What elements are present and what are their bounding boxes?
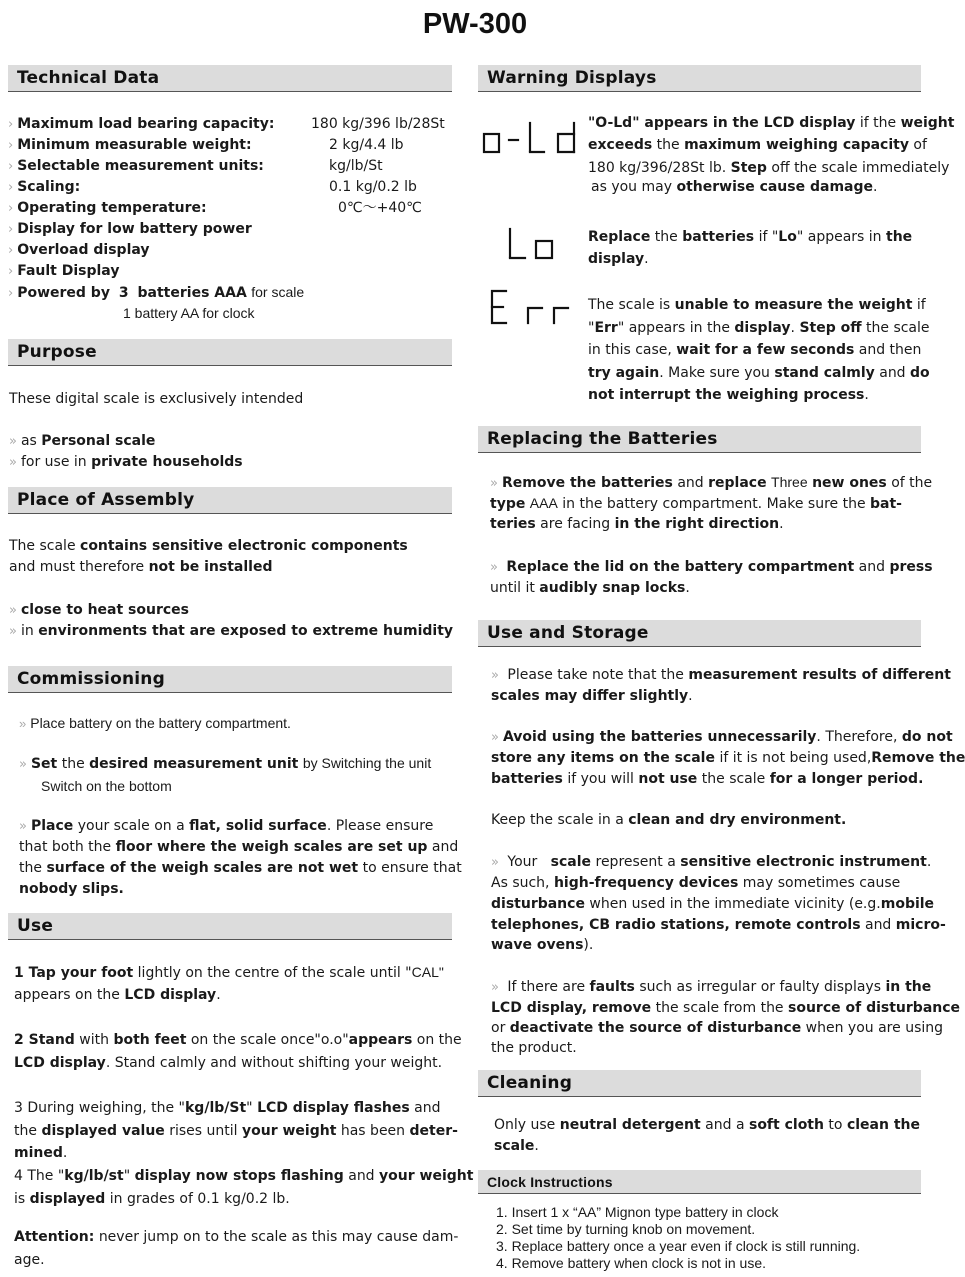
lcd-err-icon xyxy=(488,288,574,328)
warning-heading: Warning Displays xyxy=(478,65,921,92)
double-chevron-icon: » xyxy=(9,455,17,470)
purpose-intro: These digital scale is exclusively intended xyxy=(9,391,304,407)
use-step-1: 1 Tap your foot lightly on the centre of the scale until "CAL" xyxy=(14,964,444,981)
warning-err-text: in this case, wait for a few seconds and then xyxy=(588,342,922,358)
storage-text: » Your scale represent a sensitive electronic instrument. xyxy=(491,854,932,870)
double-chevron-icon: » xyxy=(19,716,27,731)
double-chevron-icon: » xyxy=(19,757,27,772)
batteries-text: until it audibly snap locks. xyxy=(490,580,690,596)
tech-value: 180 kg/396 lb/28St xyxy=(311,116,445,132)
storage-text: » Avoid using the batteries unnecessarily. Therefore, do not xyxy=(491,729,953,745)
clock-item: 1. Insert 1 x “AA” Mignon type battery in clock xyxy=(496,1204,779,1220)
lcd-old-icon xyxy=(482,120,582,156)
storage-text: wave ovens). xyxy=(491,937,594,953)
purpose-item: » for use in private households xyxy=(9,454,243,470)
commissioning-step-cont: the surface of the weigh scales are not wet to ensure that xyxy=(19,860,462,876)
use-heading: Use xyxy=(8,913,452,940)
commissioning-heading: Commissioning xyxy=(8,666,452,693)
tech-row: › Scaling: xyxy=(8,179,81,195)
storage-text: LCD display, remove the scale from the source of disturbance xyxy=(491,1000,961,1016)
commissioning-step-cont: Switch on the bottom xyxy=(41,778,172,794)
chevron-icon: › xyxy=(8,286,14,301)
storage-text: disturbance when used in the immediate vicinity (e.g.mobile xyxy=(491,896,935,912)
clock-item: 4. Remove battery when clock is not in use. xyxy=(496,1255,767,1271)
tech-value: 0.1 kg/0.2 lb xyxy=(329,179,417,195)
double-chevron-icon: » xyxy=(491,668,499,683)
use-step-2-cont: LCD display. Stand calmly and without shifting your weight. xyxy=(14,1055,443,1071)
assembly-heading: Place of Assembly xyxy=(8,487,452,514)
storage-text: » Please take note that the measurement results of different xyxy=(491,667,951,683)
double-chevron-icon: » xyxy=(490,476,498,491)
clock-item: 3. Replace battery once a year even if clock is still running. xyxy=(496,1238,861,1254)
use-step-4-cont: is displayed in grades of 0.1 kg/0.2 lb. xyxy=(14,1191,290,1207)
chevron-icon: › xyxy=(8,159,14,174)
technical-data-heading: Technical Data xyxy=(8,65,452,92)
purpose-item: » as Personal scale xyxy=(9,433,156,449)
tech-row: › Selectable measurement units: xyxy=(8,158,264,174)
tech-row: › Overload display xyxy=(8,242,150,258)
use-step-3: 3 During weighing, the "kg/lb/St" LCD display flashes and xyxy=(14,1100,441,1116)
cleaning-text: Only use neutral detergent and a soft cloth to clean the xyxy=(494,1117,920,1133)
tech-row: › Operating temperature: xyxy=(8,200,207,216)
warning-err-text: try again. Make sure you stand calmly and do xyxy=(588,365,930,381)
storage-text: As such, high-frequency devices may sometimes cause xyxy=(491,875,901,891)
batteries-text: teries are facing in the right direction. xyxy=(490,516,784,532)
use-attention-cont: age. xyxy=(14,1252,45,1268)
chevron-icon: › xyxy=(8,222,14,237)
batteries-text: » Remove the batteries and replace Three new ones of the xyxy=(490,474,933,491)
warning-old-text: as you may otherwise cause damage. xyxy=(591,179,878,195)
storage-heading: Use and Storage xyxy=(478,620,921,647)
tech-row-power: › Powered by 3 batteries AAA for scale xyxy=(8,284,305,301)
storage-text: batteries if you will not use the scale for a longer period. xyxy=(491,771,924,787)
storage-text: the product. xyxy=(491,1040,577,1056)
warning-lo-text: display. xyxy=(588,251,649,267)
use-attention: Attention: never jump on to the scale as this may cause dam- xyxy=(14,1229,459,1245)
use-step-4: 4 The "kg/lb/st" display now stops flashing and your weight xyxy=(14,1168,474,1184)
assembly-text: The scale contains sensitive electronic components xyxy=(9,538,408,554)
cleaning-heading: Cleaning xyxy=(478,1070,921,1097)
double-chevron-icon: » xyxy=(19,819,27,834)
chevron-icon: › xyxy=(8,138,14,153)
tech-row: › Fault Display xyxy=(8,263,120,279)
double-chevron-icon: » xyxy=(9,624,17,639)
chevron-icon: › xyxy=(8,264,14,279)
double-chevron-icon: » xyxy=(490,560,498,575)
assembly-item: » close to heat sources xyxy=(9,602,189,618)
commissioning-step: » Place battery on the battery compartment. xyxy=(19,715,291,731)
storage-text: store any items on the scale if it is not being used,Remove the xyxy=(491,750,965,766)
tech-row: › Minimum measurable weight: xyxy=(8,137,252,153)
document-title: PW-300 xyxy=(422,8,528,40)
tech-row: › Display for low battery power xyxy=(8,221,252,237)
double-chevron-icon: » xyxy=(9,603,17,618)
chevron-icon: › xyxy=(8,180,14,195)
tech-row: › Maximum load bearing capacity: xyxy=(8,116,275,132)
double-chevron-icon: » xyxy=(491,730,499,745)
cleaning-text: scale. xyxy=(494,1138,539,1154)
warning-err-text: "Err" appears in the display. Step off the scale xyxy=(588,320,930,336)
warning-old-text: exceeds the maximum weighing capacity of xyxy=(588,137,927,153)
tech-value: 0℃～+40℃ xyxy=(338,200,422,216)
tech-value: 2 kg/4.4 lb xyxy=(329,137,404,153)
use-step-3-cont: mined. xyxy=(14,1145,68,1161)
assembly-item: » in environments that are exposed to extreme humidity xyxy=(9,623,454,639)
use-step-1-cont: appears on the LCD display. xyxy=(14,987,221,1003)
double-chevron-icon: » xyxy=(491,855,499,870)
warning-lo-text: Replace the batteries if "Lo" appears in the xyxy=(588,229,913,245)
storage-text: Keep the scale in a clean and dry environment. xyxy=(491,812,847,828)
warning-old-text: "O-Ld" appears in the LCD display if the weight xyxy=(588,115,955,131)
commissioning-step: » Set the desired measurement unit by Switching the unit xyxy=(19,755,432,772)
batteries-heading: Replacing the Batteries xyxy=(478,426,921,453)
lcd-lo-icon xyxy=(506,226,556,262)
tech-row-power-clock: 1 battery AA for clock xyxy=(123,305,255,321)
batteries-text: type AAA in the battery compartment. Make sure the bat- xyxy=(490,495,902,512)
chevron-icon: › xyxy=(8,117,14,132)
batteries-text: » Replace the lid on the battery compartment and press xyxy=(490,559,933,575)
double-chevron-icon: » xyxy=(491,980,499,995)
warning-old-text: 180 kg/396/28St lb. Step off the scale immediately xyxy=(588,160,950,176)
warning-err-text: The scale is unable to measure the weight if xyxy=(588,297,926,313)
purpose-heading: Purpose xyxy=(8,339,452,366)
storage-text: scales may differ slightly. xyxy=(491,688,693,704)
use-step-2: 2 Stand with both feet on the scale once"o.o"appears on the xyxy=(14,1032,462,1048)
storage-text: telephones, CB radio stations, remote controls and micro- xyxy=(491,917,946,933)
commissioning-step-cont: that both the floor where the weigh scales are set up and xyxy=(19,839,459,855)
tech-value: kg/lb/St xyxy=(329,158,383,174)
use-step-3-cont: the displayed value rises until your weight has been deter- xyxy=(14,1123,458,1139)
warning-err-text: not interrupt the weighing process. xyxy=(588,387,869,403)
assembly-text: and must therefore not be installed xyxy=(9,559,273,575)
clock-heading: Clock Instructions xyxy=(478,1170,921,1194)
commissioning-step-cont: nobody slips. xyxy=(19,881,124,897)
chevron-icon: › xyxy=(8,243,14,258)
clock-item: 2. Set time by turning knob on movement. xyxy=(496,1221,756,1237)
chevron-icon: › xyxy=(8,201,14,216)
storage-text: or deactivate the source of disturbance when you are using xyxy=(491,1020,944,1036)
commissioning-step: » Place your scale on a flat, solid surface. Please ensure xyxy=(19,818,434,834)
storage-text: » If there are faults such as irregular or faulty displays in the xyxy=(491,979,932,995)
double-chevron-icon: » xyxy=(9,434,17,449)
